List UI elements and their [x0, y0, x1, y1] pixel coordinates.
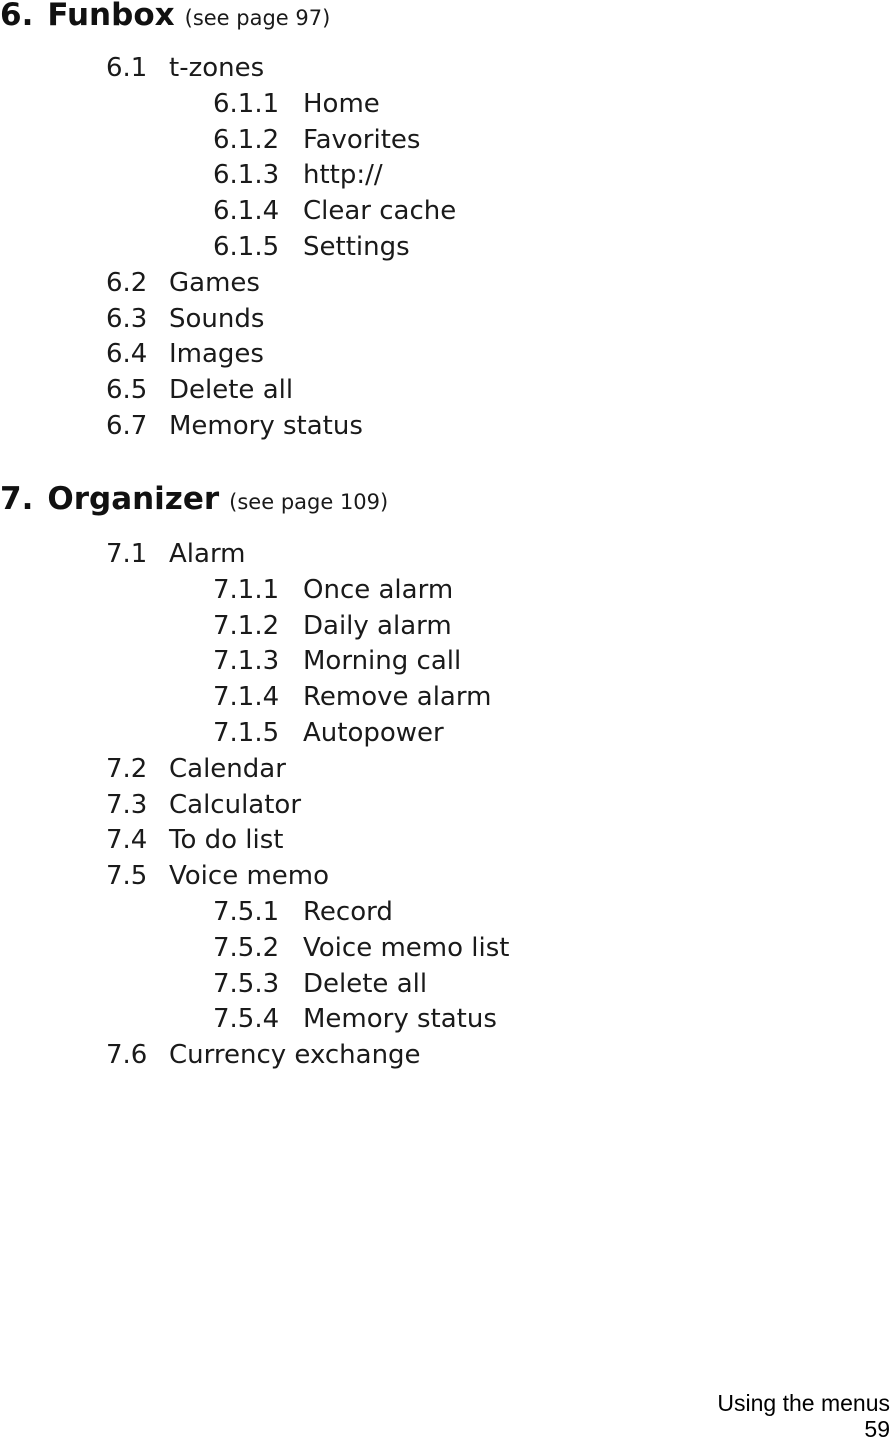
menu-item-label: Currency exchange [169, 1040, 421, 1071]
menu-item-label: Record [303, 896, 393, 927]
menu-item-number: 7.1.1 [213, 574, 280, 605]
menu-item-number: 6.2 [106, 267, 148, 298]
menu-item-label: Calculator [169, 789, 302, 820]
menu-item-number: 7.1.3 [213, 646, 280, 677]
menu-item-number: 6.7 [106, 410, 148, 441]
menu-item-number: 6.4 [106, 339, 148, 370]
section-number: 6. [0, 0, 34, 33]
menu-item-label: To do list [169, 825, 284, 856]
menu-item-number: 7.5.4 [213, 1004, 280, 1035]
menu-item-number: 7.2 [106, 753, 148, 784]
menu-item-number: 7.5.1 [213, 896, 280, 927]
section-heading-funbox [0, 0, 330, 33]
section-page-ref: (see page 109) [229, 490, 389, 514]
menu-item-label: Favorites [303, 124, 421, 155]
menu-item-number: 7.3 [106, 789, 148, 820]
menu-item-label: Alarm [169, 539, 246, 569]
menu-item-label: Settings [303, 231, 410, 262]
menu-item-label: Memory status [169, 410, 363, 441]
menu-item-label: Images [169, 339, 264, 370]
menu-item-label: Daily alarm [303, 610, 452, 641]
menu-item-label: Clear cache [303, 196, 457, 227]
section-heading-organizer [0, 481, 388, 517]
menu-item-label: Remove alarm [303, 682, 492, 713]
menu-item-number: 6.3 [106, 303, 148, 334]
menu-item-number: 6.1.1 [213, 88, 280, 119]
menu-item-label: Voice memo list [303, 932, 510, 963]
page-footer [717, 1390, 890, 1442]
menu-item-number: 6.1.4 [213, 196, 280, 227]
menu-item-number: 6.1.2 [213, 124, 280, 155]
menu-item-number: 7.1.5 [213, 717, 280, 748]
menu-item-label: Sounds [169, 303, 265, 334]
menu-item-number: 7.5.2 [213, 932, 280, 963]
menu-item-label: Morning call [303, 646, 462, 677]
menu-item-label: Home [303, 88, 380, 119]
menu-item-label: t-zones [169, 53, 265, 83]
menu-item-number: 6.1 [106, 53, 148, 83]
section-page-ref: (see page 97) [184, 6, 331, 30]
footer-page-number: 59 [864, 1416, 890, 1442]
menu-item-label: Voice memo [169, 861, 330, 892]
menu-item-number: 7.5.3 [213, 968, 280, 999]
section-title: Organizer [47, 481, 220, 517]
menu-item-label: Calendar [169, 753, 286, 784]
menu-item-label: Memory status [303, 1004, 497, 1035]
menu-item-number: 7.6 [106, 1040, 148, 1071]
menu-item-number: 6.5 [106, 375, 148, 406]
menu-item-label: http:// [303, 160, 383, 191]
menu-item-number: 6.1.5 [213, 231, 280, 262]
menu-item-number: 6.1.3 [213, 160, 280, 191]
menu-item-number: 7.5 [106, 861, 148, 892]
menu-item-label: Delete all [169, 375, 294, 406]
menu-item-label: Delete all [303, 968, 428, 999]
menu-item-number: 7.1.4 [213, 682, 280, 713]
section-title: Funbox [47, 0, 175, 33]
menu-item-number: 7.1.2 [213, 610, 280, 641]
menu-item-label: Autopower [303, 717, 444, 748]
menu-item-number: 7.4 [106, 825, 148, 856]
menu-item-label: Once alarm [303, 574, 454, 605]
section-number: 7. [0, 481, 34, 517]
menu-item-label: Games [169, 267, 260, 298]
menu-item-number: 7.1 [106, 539, 148, 569]
footer-chapter-title: Using the menus [717, 1390, 890, 1416]
